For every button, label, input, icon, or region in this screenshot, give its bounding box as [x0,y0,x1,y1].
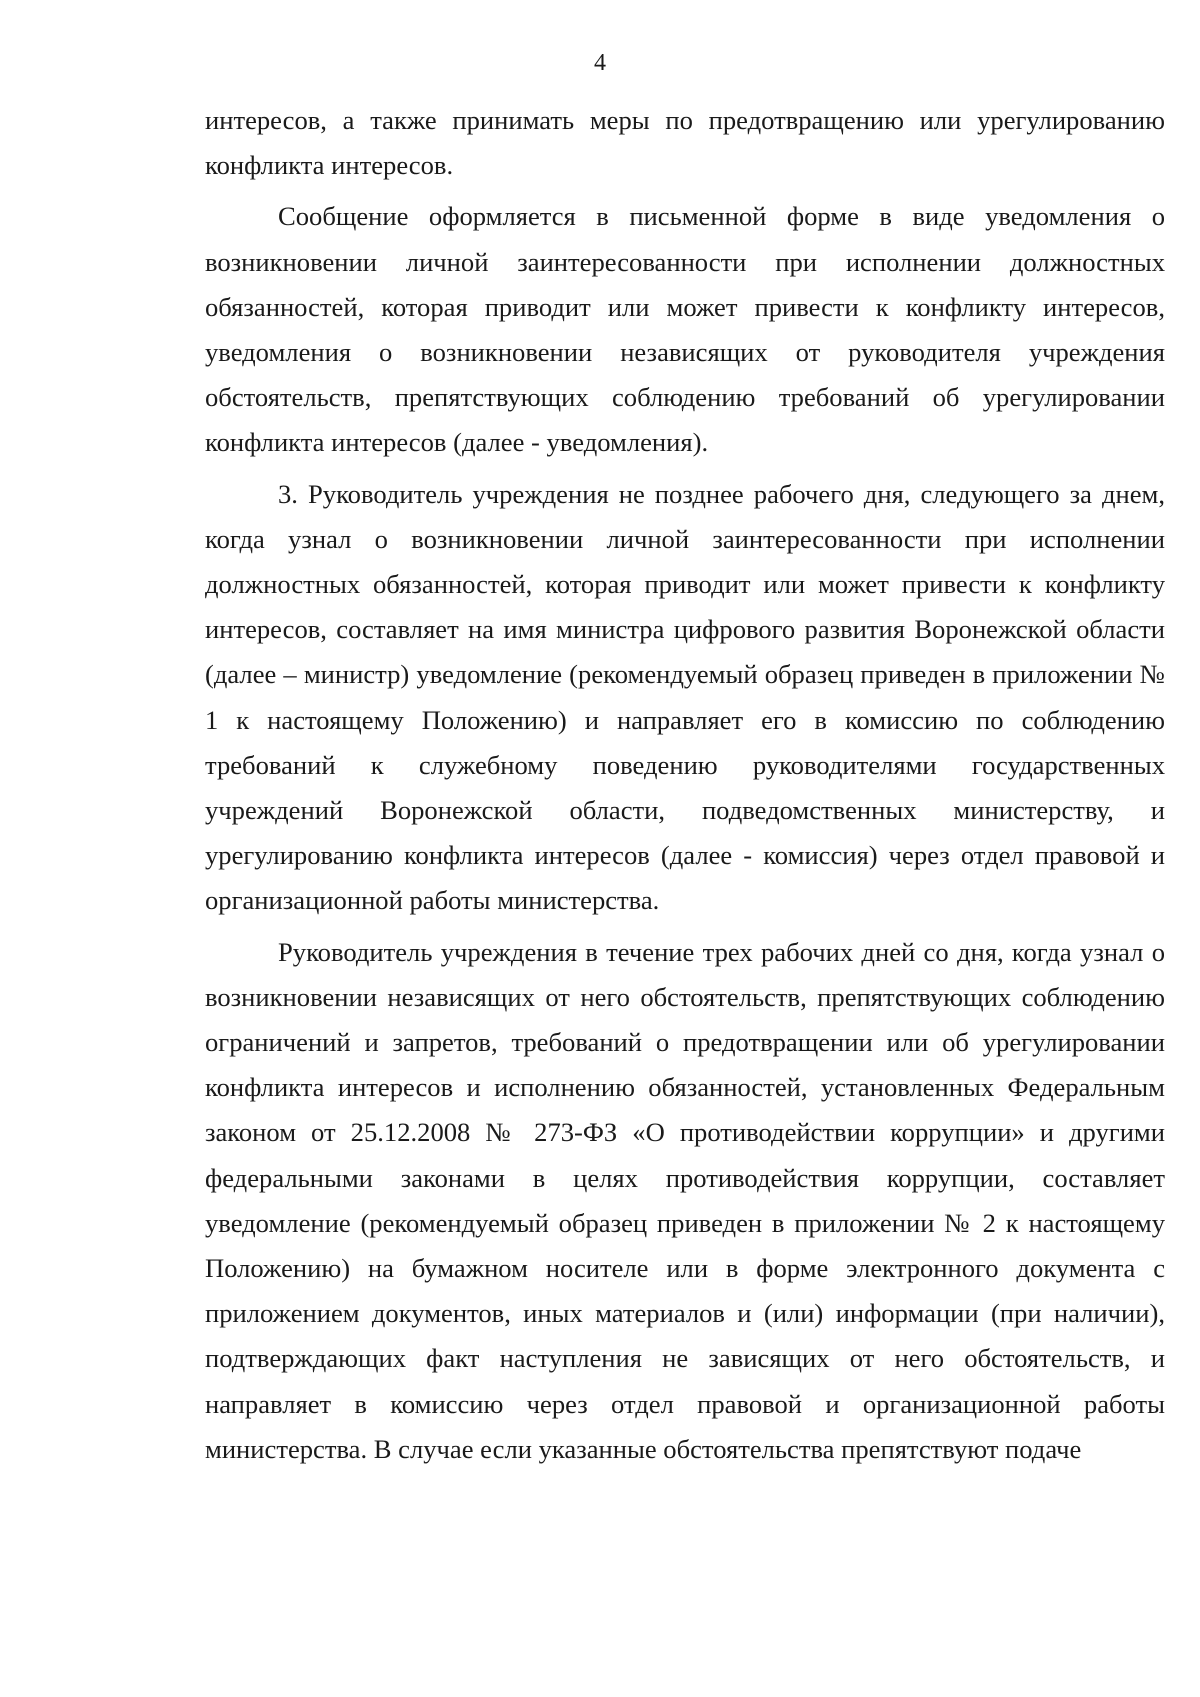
document-body [205,98,1165,1472]
paragraph-independent-circumstances: Руководитель учреждения в течение трех рабочих дней со дня, когда узнал о возникновении независящих от него обстоятельств, препятствующих соблюдению ограничений и запретов, требований о предотвращении или об урегулировании конфликта интересов и исполнению обязанностей, установленных Федеральным законом от 25.12.2008 № 273-ФЗ «О противодействии коррупции» и другими федеральными законами в целях противодействия коррупции, составляет уведомление (рекомендуемый образец приведен в приложении № 2 к настоящему Положению) на бумажном носителе или в форме электронного документа с приложением документов, иных материалов и (или) информации (при наличии), подтверждающих факт наступления не зависящих от него обстоятельств, и направляет в комиссию через отдел правовой и организационной работы министерства. В случае если указанные обстоятельства препятствуют подаче [205,936,1165,1464]
page-number: 4 [594,50,606,76]
paragraph-item-3: 3. Руководитель учреждения не позднее рабочего дня, следующего за днем, когда узнал о возникновении личной заинтересованности при исполнении должностных обязанностей, которая приводит или может привести к конфликту интересов, составляет на имя министра цифрового развития Воронежской области (далее – министр) уведомление (рекомендуемый образец приведен в приложении № 1 к настоящему Положению) и направляет его в комиссию по соблюдению требований к служебному поведению руководителями государственных учреждений Воронежской области, подведомственных министерству, и урегулированию конфликта интересов (далее - комиссия) через отдел правовой и организационной работы министерства. [205,478,1165,916]
paragraph-notification-form: Сообщение оформляется в письменной форме в виде уведомления о возникновении личной заинтересованности при исполнении должностных обязанностей, которая приводит или может привести к конфликту интересов, уведомления о возникновении независящих от руководителя учреждения обстоятельств, препятствующих соблюдению требований об урегулировании конфликта интересов (далее - уведомления). [205,201,1165,458]
paragraph-continuation: интересов, а также принимать меры по предотвращению или урегулированию конфликта интересов. [205,105,1165,181]
